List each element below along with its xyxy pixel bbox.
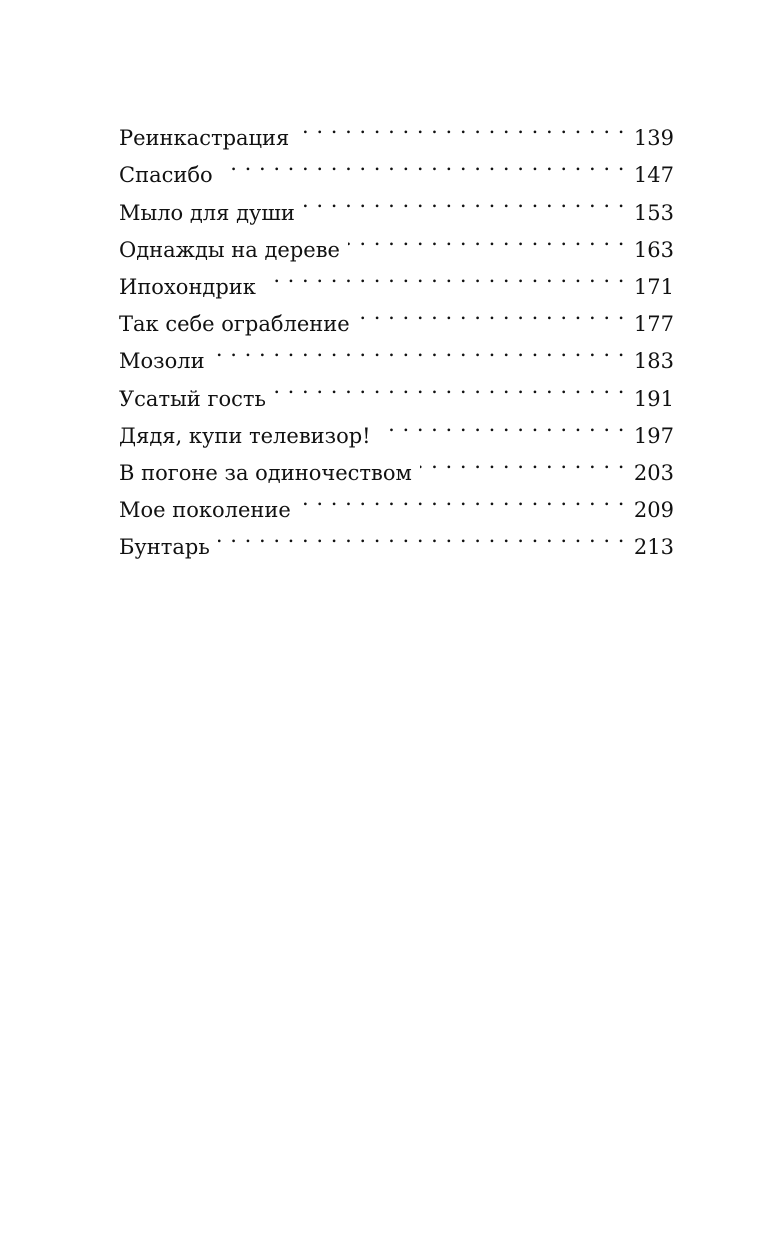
toc-entry (119, 108, 674, 151)
toc-entry-title: Однажды на дереве (119, 237, 340, 262)
dot-leader (303, 182, 625, 219)
toc-entry-page: 153 (633, 200, 674, 225)
toc-entry-title: Дядя, купи телевизор! (119, 423, 371, 448)
dot-leader (213, 331, 625, 368)
toc-entry-page: 171 (633, 274, 674, 299)
dot-leader (297, 108, 625, 145)
toc-entry-title: Мое поколение (119, 498, 291, 523)
toc-entry-title: Мыло для души (119, 200, 295, 225)
toc-entry-page: 183 (633, 349, 674, 374)
dot-leader (379, 406, 625, 443)
dot-leader (264, 257, 625, 294)
toc-entry-page: 197 (633, 423, 674, 448)
toc-entry-title: Спасибо (119, 163, 213, 188)
toc-entry-page: 203 (633, 460, 674, 485)
toc-entry-page: 147 (633, 163, 674, 188)
dot-leader (299, 480, 625, 517)
table-of-contents (119, 108, 674, 560)
toc-entry-page: 177 (633, 312, 674, 337)
toc-entry-page: 139 (633, 126, 674, 151)
toc-entry-page: 191 (633, 386, 674, 411)
dot-leader (358, 294, 625, 331)
toc-entry-title: Бунтарь (119, 535, 210, 560)
toc-entry-title: В погоне за одиночеством (119, 460, 412, 485)
toc-entry-title: Ипохондрик (119, 274, 256, 299)
dot-leader (420, 443, 625, 480)
toc-entry-page: 209 (633, 498, 674, 523)
toc-entry-page: 163 (633, 237, 674, 262)
toc-entry-title: Мозоли (119, 349, 205, 374)
toc-entry-title: Усатый гость (119, 386, 266, 411)
toc-entry-page: 213 (633, 535, 674, 560)
dot-leader (218, 517, 625, 554)
dot-leader (221, 145, 625, 182)
toc-entry-title: Реинкастрация (119, 126, 290, 151)
toc-entry-title: Так себе ограбление (119, 312, 350, 337)
dot-leader (274, 368, 625, 405)
dot-leader (348, 220, 625, 257)
